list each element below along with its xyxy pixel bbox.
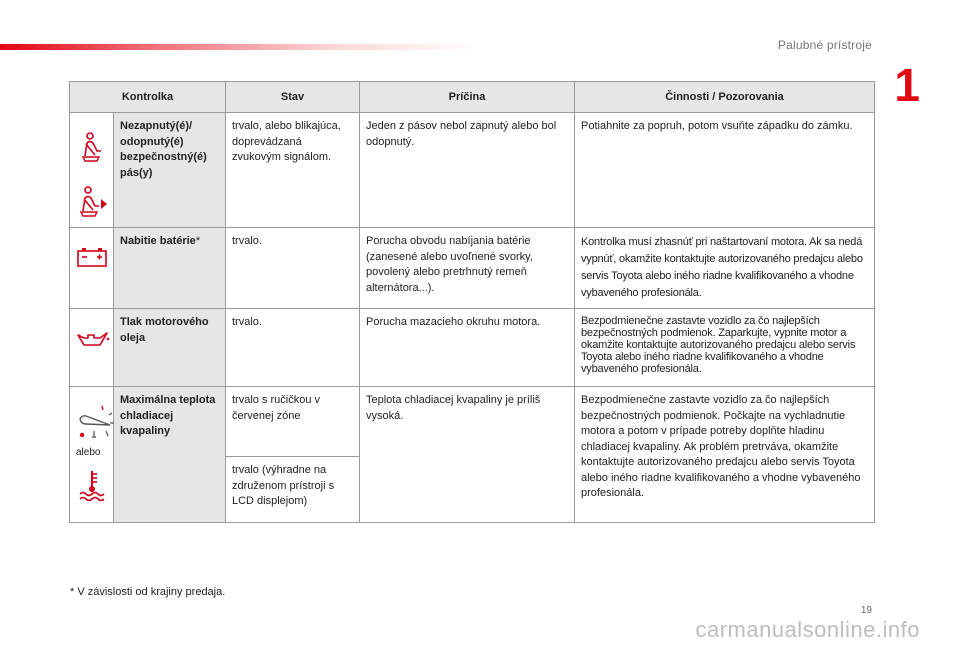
- footnote-marker: *: [195, 235, 201, 247]
- temperature-gauge-icon: [76, 401, 116, 443]
- column-header-kontrolka: Kontrolka: [70, 82, 226, 113]
- icon-cell: [70, 113, 114, 228]
- icon-cell: [70, 387, 114, 523]
- warning-name: [114, 228, 226, 309]
- icon-cell: [70, 228, 114, 309]
- warning-state: trvalo.: [226, 309, 360, 387]
- warning-action: Bezpodmienečne zastavte vozidlo za čo najlepších bezpečnostných podmienok. Zaparkujte, vypnite motor a okamžite kontaktujte autorizovaného predajcu alebo servis Toyota alebo iného riadne kvalifikovaného a vhodne vybaveného profesionála.: [575, 309, 875, 387]
- table-row: [70, 228, 875, 309]
- warning-cause: Porucha obvodu nabíjania batérie (zanesené alebo uvoľnené svorky, povolený alebo pretrhnutý remeň alternátora...).: [360, 228, 575, 309]
- warning-state: trvalo (výhradne na združenom prístroji s LCD displejom): [226, 457, 360, 523]
- warning-cause: Teplota chladiacej kvapaliny je príliš vysoká.: [360, 387, 575, 523]
- table-row: [70, 309, 875, 387]
- warning-action: Kontrolka musí zhasnúť pri naštartovaní motora. Ak sa nedá vypnúť, okamžite kontaktujte autorizovaného predajcu alebo servis Toyota alebo iného riadne kvalifikovaného a vhodne vybaveného profesionála.: [575, 228, 875, 309]
- warning-cause: Jeden z pásov nebol zapnutý alebo bol odopnutý.: [360, 113, 575, 228]
- coolant-temperature-icon: [77, 469, 107, 501]
- warning-action: Potiahnite za popruh, potom vsuňte západku do zámku.: [575, 113, 875, 228]
- warning-name: Nezapnutý(é)/ odopnutý(é) bezpečnostný(é) pás(y): [114, 113, 226, 228]
- watermark-text: carmanualsonline.info: [695, 617, 920, 642]
- footnote: * V závislosti od krajiny predaja.: [70, 586, 226, 598]
- table-header-row: [70, 82, 875, 113]
- table-row: [70, 113, 875, 228]
- warning-name: Maximálna teplota chladiacej kvapaliny: [114, 387, 226, 523]
- header-accent-bar: [0, 44, 480, 50]
- icon-cell: [70, 309, 114, 387]
- seatbelt-arrow-icon: [76, 185, 108, 219]
- section-title: Palubné prístroje: [777, 38, 872, 52]
- warning-action: Bezpodmienečne zastavte vozidlo za čo najlepších bezpečnostných podmienok. Počkajte na vychladnutie motora a potom v prípade potreby doplňte hladinu chladiacej kvapaliny. Ak problém pretrváva, okamžite kontaktujte autorizovaného predajcu alebo servis Toyota alebo iného riadne kvalifikovaného a vhodne vybaveného profesionála.: [575, 387, 875, 523]
- oil-can-icon: [76, 329, 110, 349]
- warning-state: trvalo, alebo blikajúca, doprevádzaná zvukovým signálom.: [226, 113, 360, 228]
- column-header-cinnosti: Činnosti / Pozorovania: [575, 82, 875, 113]
- warning-state: trvalo s ručičkou v červenej zóne: [226, 387, 360, 457]
- warning-lights-table: [69, 81, 875, 523]
- warning-state: trvalo.: [226, 228, 360, 309]
- warning-name-text: Nabitie batérie: [120, 235, 196, 247]
- warning-cause: Porucha mazacieho okruhu motora.: [360, 309, 575, 387]
- column-header-stav: Stav: [226, 82, 360, 113]
- page-number: 19: [860, 605, 872, 616]
- seatbelt-icon: [78, 131, 106, 163]
- warning-name: Tlak motorového oleja: [114, 309, 226, 387]
- table-row: [70, 387, 875, 457]
- battery-icon: [76, 246, 108, 268]
- icon-separator: alebo: [76, 447, 101, 458]
- column-header-pricina: Príčina: [360, 82, 575, 113]
- chapter-number: 1: [894, 59, 920, 111]
